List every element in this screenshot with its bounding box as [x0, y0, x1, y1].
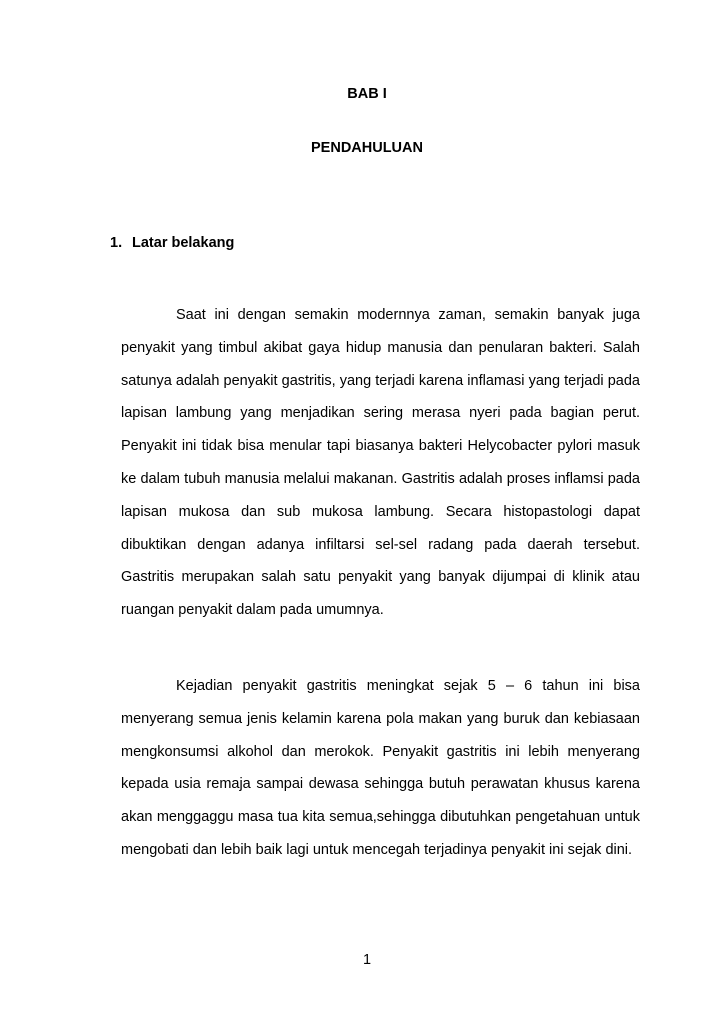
body-paragraph-1: Saat ini dengan semakin modernnya zaman, semakin banyak juga penyakit yang timbul akibat gaya hidup manusia dan penularan bakteri. Salah satunya adalah penyakit gastritis, yang terjadi karena inflamasi yang terjadi pada lapisan lambung yang menjadikan sering merasa nyeri pada bagian perut. Penyakit ini tidak bisa menular tapi biasanya bakteri Helycobacter pylori masuk ke dalam tubuh manusia melalui makanan. Gastritis adalah proses inflamsi pada lapisan mukosa dan sub mukosa lambung. Secara histopastologi dapat dibuktikan dengan adanya infiltarsi sel-sel radang pada daerah tersebut. Gastritis merupakan salah satu penyakit yang banyak dijumpai di klinik atau ruangan penyakit dalam pada umumnya. — [121, 307, 640, 619]
section-heading — [110, 235, 234, 251]
section-number: 1. — [110, 235, 123, 251]
chapter-label: BAB I — [347, 86, 387, 102]
page-number: 1 — [362, 952, 372, 968]
body-paragraph-2: Kejadian penyakit gastritis meningkat sejak 5 – 6 tahun ini bisa menyerang semua jenis kelamin karena pola makan yang buruk dan kebiasaan mengkonsumsi alkohol dan merokok. Penyakit gastritis ini lebih menyerang kepada usia remaja sampai dewasa sehingga butuh perawatan khusus karena akan menggaggu masa tua kita semua,sehingga dibutuhkan pengetahuan untuk mengobati dan lebih baik lagi untuk mencegah terjadinya penyakit ini sejak dini. — [121, 678, 640, 858]
section-title: Latar belakang — [132, 235, 235, 251]
chapter-title: PENDAHULUAN — [311, 140, 423, 156]
